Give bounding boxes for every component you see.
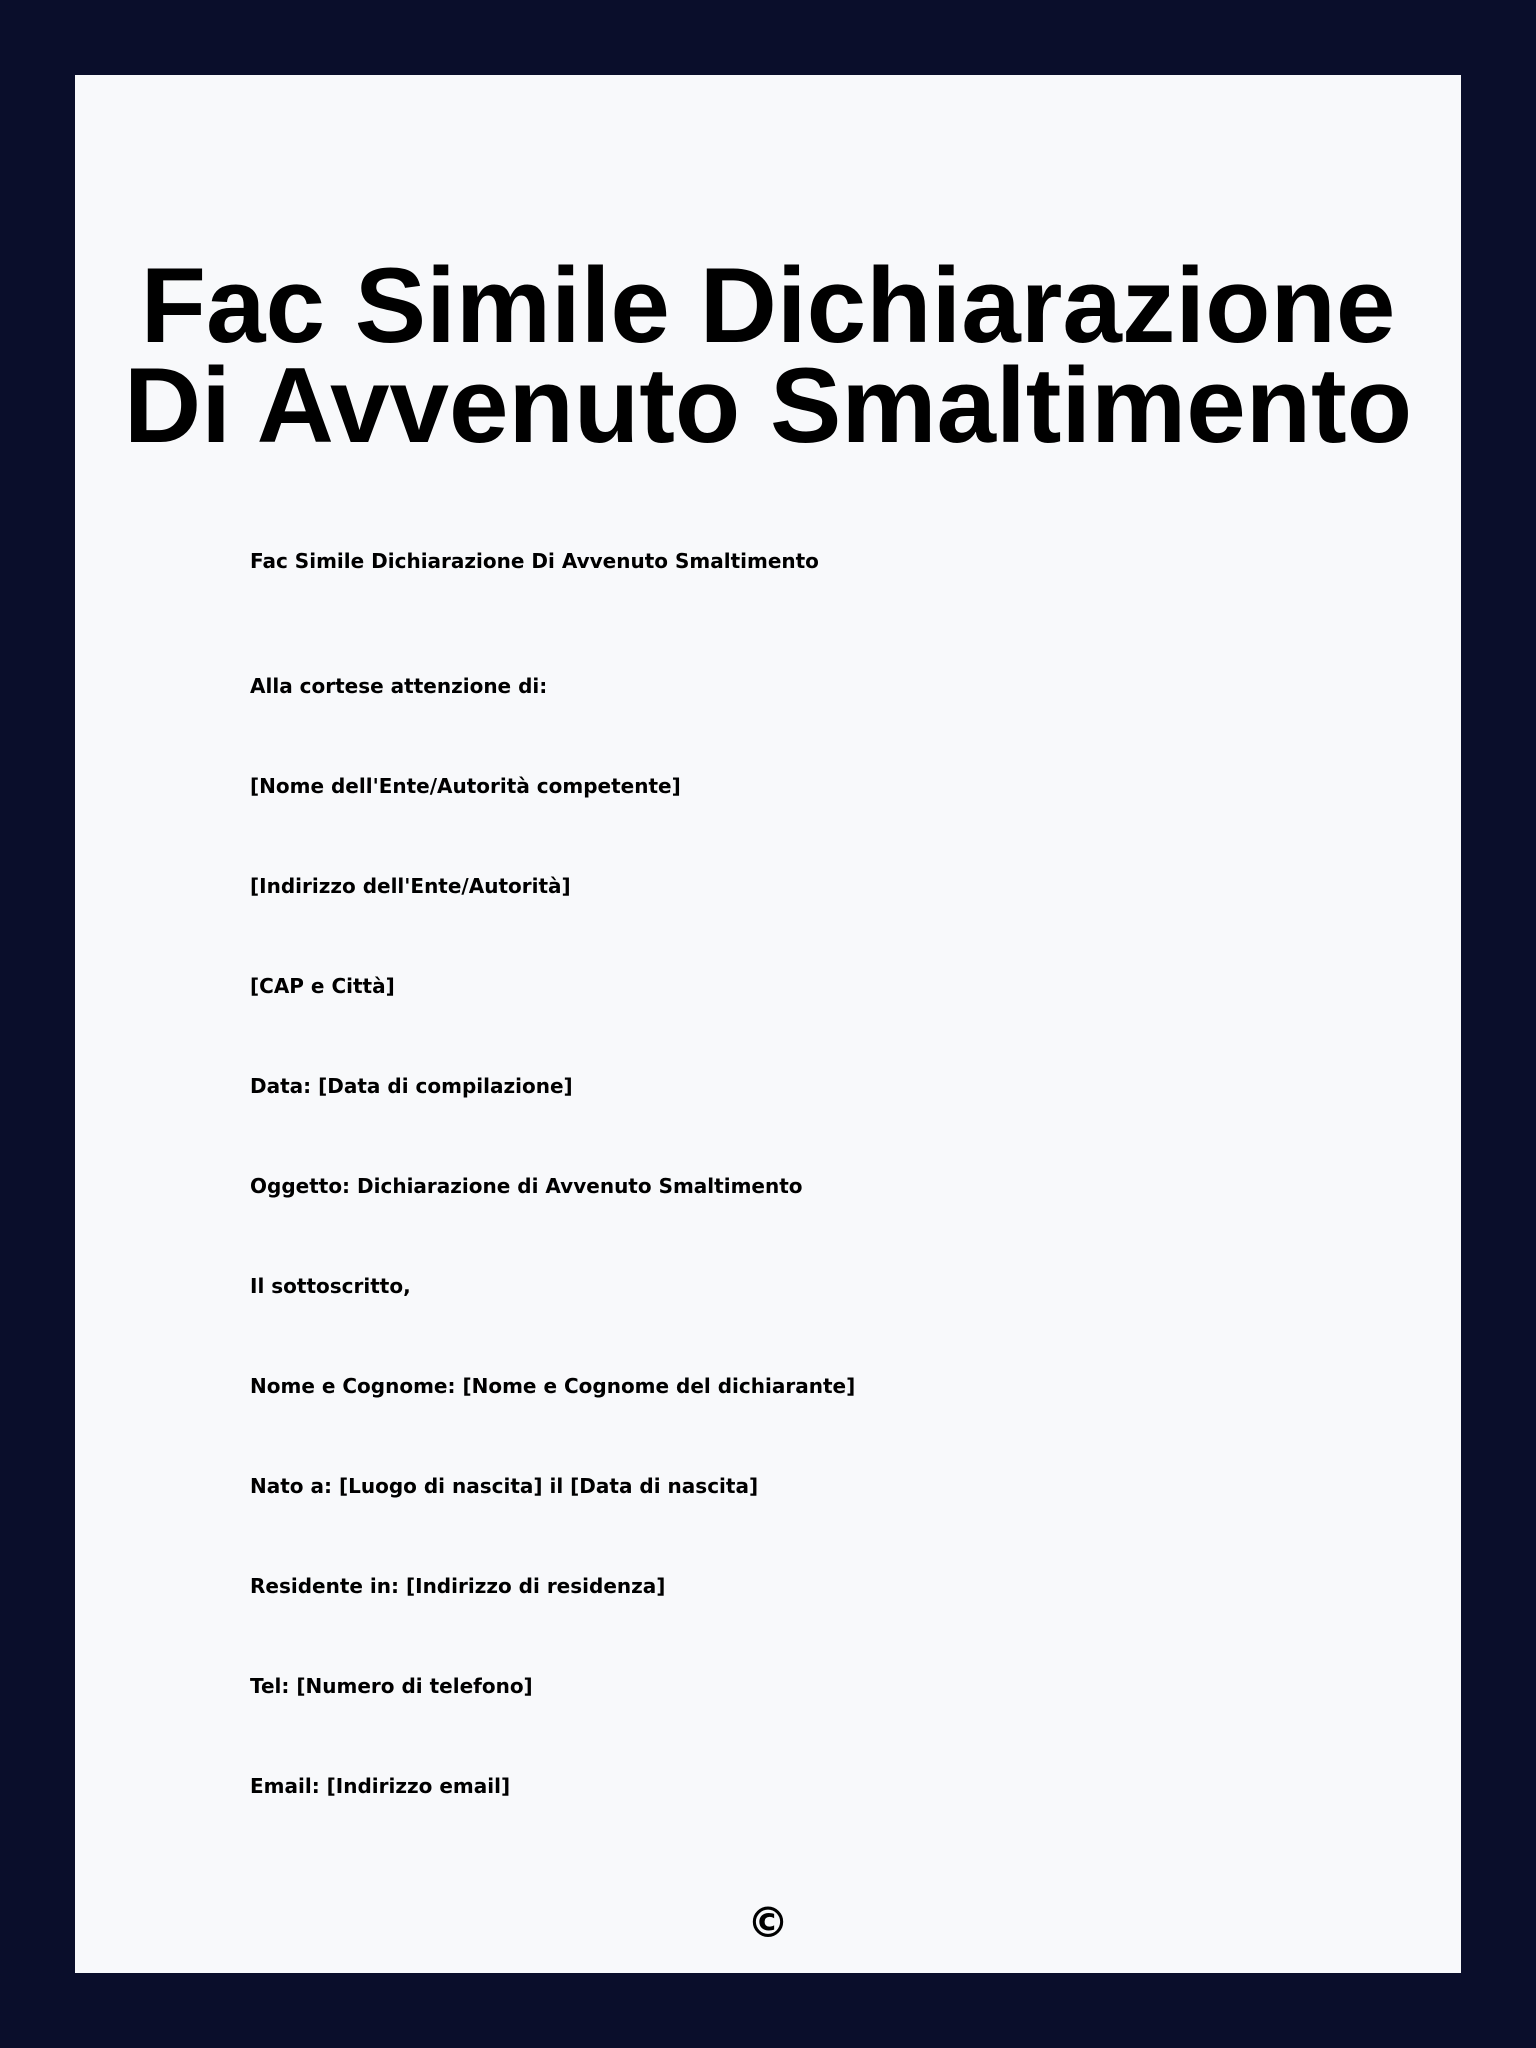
declarant-name: Nome e Cognome: [Nome e Cognome del dichiarante] xyxy=(250,1374,856,1398)
date-line: Data: [Data di compilazione] xyxy=(250,1074,573,1098)
copyright-icon: © xyxy=(747,1898,789,1947)
document-page xyxy=(75,75,1461,1973)
document-title: Fac Simile Dichiarazione Di Avvenuto Smaltimento xyxy=(123,245,1413,465)
recipient-city: [CAP e Città] xyxy=(250,974,395,998)
declarant-phone: Tel: [Numero di telefono] xyxy=(250,1674,533,1698)
document-heading-line: Fac Simile Dichiarazione Di Avvenuto Smaltimento xyxy=(250,549,819,573)
subject-line: Oggetto: Dichiarazione di Avvenuto Smaltimento xyxy=(250,1174,803,1198)
declarant-intro: Il sottoscritto, xyxy=(250,1274,411,1298)
declarant-email: Email: [Indirizzo email] xyxy=(250,1774,511,1798)
declarant-birth: Nato a: [Luogo di nascita] il [Data di nascita] xyxy=(250,1474,759,1498)
recipient-label: Alla cortese attenzione di: xyxy=(250,674,548,698)
recipient-name: [Nome dell'Ente/Autorità competente] xyxy=(250,774,681,798)
recipient-address: [Indirizzo dell'Ente/Autorità] xyxy=(250,874,571,898)
declarant-residence: Residente in: [Indirizzo di residenza] xyxy=(250,1574,666,1598)
